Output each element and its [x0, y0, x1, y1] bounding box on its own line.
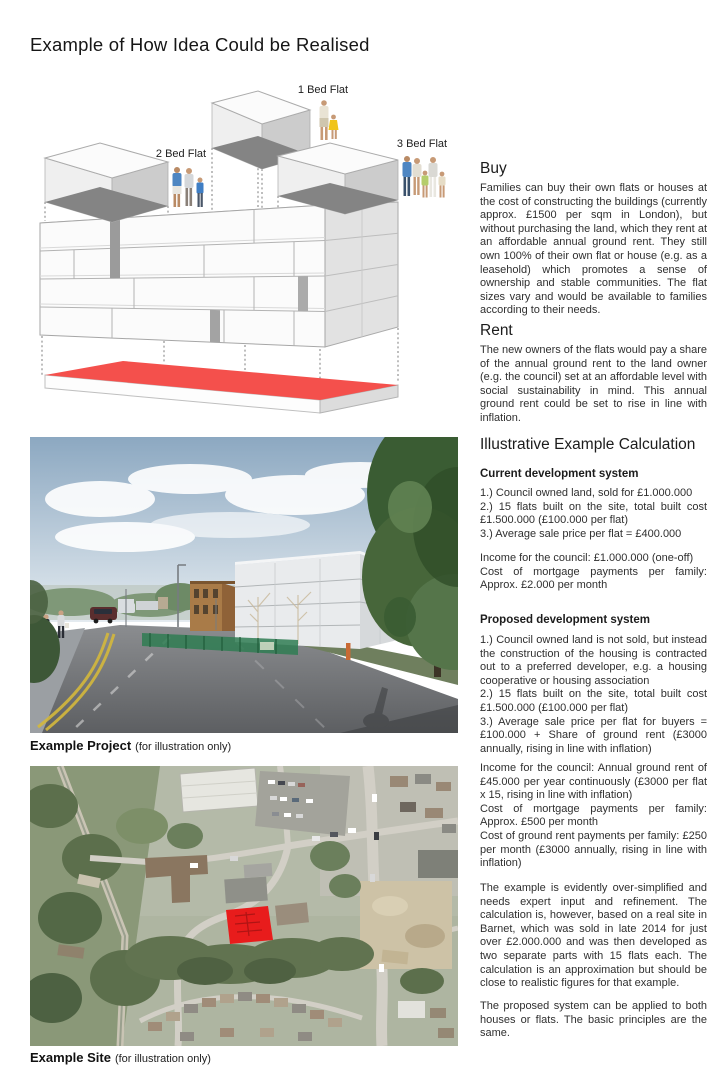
- caption-project-title: Example Project: [30, 738, 132, 753]
- buy-heading: Buy: [480, 160, 507, 177]
- label-1bed: 1 Bed Flat: [297, 84, 349, 96]
- rent-body: The new owners of the flats would pay a share of the annual ground rent to the land owner (e.g. the council) set at an affordable level with social sustainability in mind. This annual ground rent could be set to rise in line with inflation.: [480, 344, 707, 424]
- label-2bed: 2 Bed Flat: [155, 148, 207, 160]
- caption-site-note: (for illustration only): [114, 1053, 211, 1065]
- applicability-note: The proposed system can be applied to both houses or flats. The basic principles are the same.: [480, 1000, 707, 1040]
- page-title: Example of How Idea Could be Realised: [30, 34, 370, 56]
- income-line: Income for the council: £1.000.000 (one-off): [480, 552, 694, 564]
- current-system-items: [480, 487, 707, 541]
- disclaimer-note: The example is evidently over-simplified and needs expert input and refinement. The calculation is, however, based on a real site in Barnet, which was sold in late 2014 for just over £2.000.000 and was then developed as two separate parts with 15 flats each. The calculation is an approximation but should be close to realistic figures for that example.: [480, 882, 707, 990]
- flat-box-3bed: [278, 143, 398, 214]
- land-plane: [45, 361, 398, 413]
- list-item: 3.) Average sale price per flat = £400.000: [480, 527, 682, 540]
- example-project-photo: [30, 437, 458, 733]
- example-site-photo: [30, 766, 458, 1046]
- concept-diagram: [14, 72, 474, 427]
- proposed-system-items: [480, 634, 707, 756]
- flat-box-2bed: [45, 143, 168, 222]
- income-line: Cost of mortgage payments per family: Approx. £500 per month: [480, 802, 707, 829]
- list-item: 1.) Council owned land, sold for £1.000.000: [480, 487, 693, 499]
- proposed-system-subheading: Proposed development system: [480, 614, 650, 626]
- brick-building: [190, 581, 235, 631]
- list-item: 2.) 15 flats built on the site, total built cost £1.500.000 (£100.000 per flat): [480, 688, 707, 714]
- label-3bed: 3 Bed Flat: [396, 138, 448, 150]
- caption-site-title: Example Site: [30, 1050, 111, 1065]
- income-line: Cost of ground rent payments per family: £250 per month (£3000 annually, rising in line with inflation): [480, 829, 707, 870]
- family-2bed-figures: [173, 167, 204, 207]
- proposed-system-income: [480, 762, 707, 871]
- family-3bed-figures: [403, 156, 446, 198]
- list-item: 3.) Average sale price per flat for buyers = £100.000 + Share of ground rent (£3000 annually, rising in line with inflation): [480, 715, 707, 755]
- rent-heading: Rent: [480, 322, 513, 339]
- site-highlight: [226, 906, 273, 944]
- income-line: Cost of mortgage payments per family: Approx. £2.000 per month: [480, 565, 707, 592]
- current-system-income: [480, 552, 707, 593]
- family-1bed-figures: [320, 100, 339, 140]
- caption-example-site: [30, 1049, 211, 1067]
- bollard: [346, 643, 351, 660]
- income-line: Income for the council: Annual ground rent of £45.000 per year continuously (£3000 per flat x 15, rising in line with inflation): [480, 762, 707, 802]
- caption-example-project: [30, 737, 231, 755]
- calculation-heading: Illustrative Example Calculation: [480, 436, 696, 453]
- list-item: 2.) 15 flats built on the site, total built cost £1.500.000 (£100.000 per flat): [480, 500, 707, 527]
- buy-body: Families can buy their own flats or houses at the cost of constructing the buildings (currently approx. £1500 per sqm in London), but without purchasing the land, which they rent at an affordable annual ground rent. They still own 100% of their own flat or house (e.g. as a leasehold) which promotes a sense of ownership and stable communities. The flat sizes vary and would be available to families according to their needs.: [480, 182, 707, 317]
- current-system-subheading: Current development system: [480, 468, 639, 480]
- caption-project-note: (for illustration only): [135, 741, 232, 753]
- list-item: 1.) Council owned land is not sold, but instead the construction of the housing is contracted out to a preferred developer, e.g. a housing cooperative or housing association: [480, 634, 707, 687]
- building-stack: [40, 202, 398, 347]
